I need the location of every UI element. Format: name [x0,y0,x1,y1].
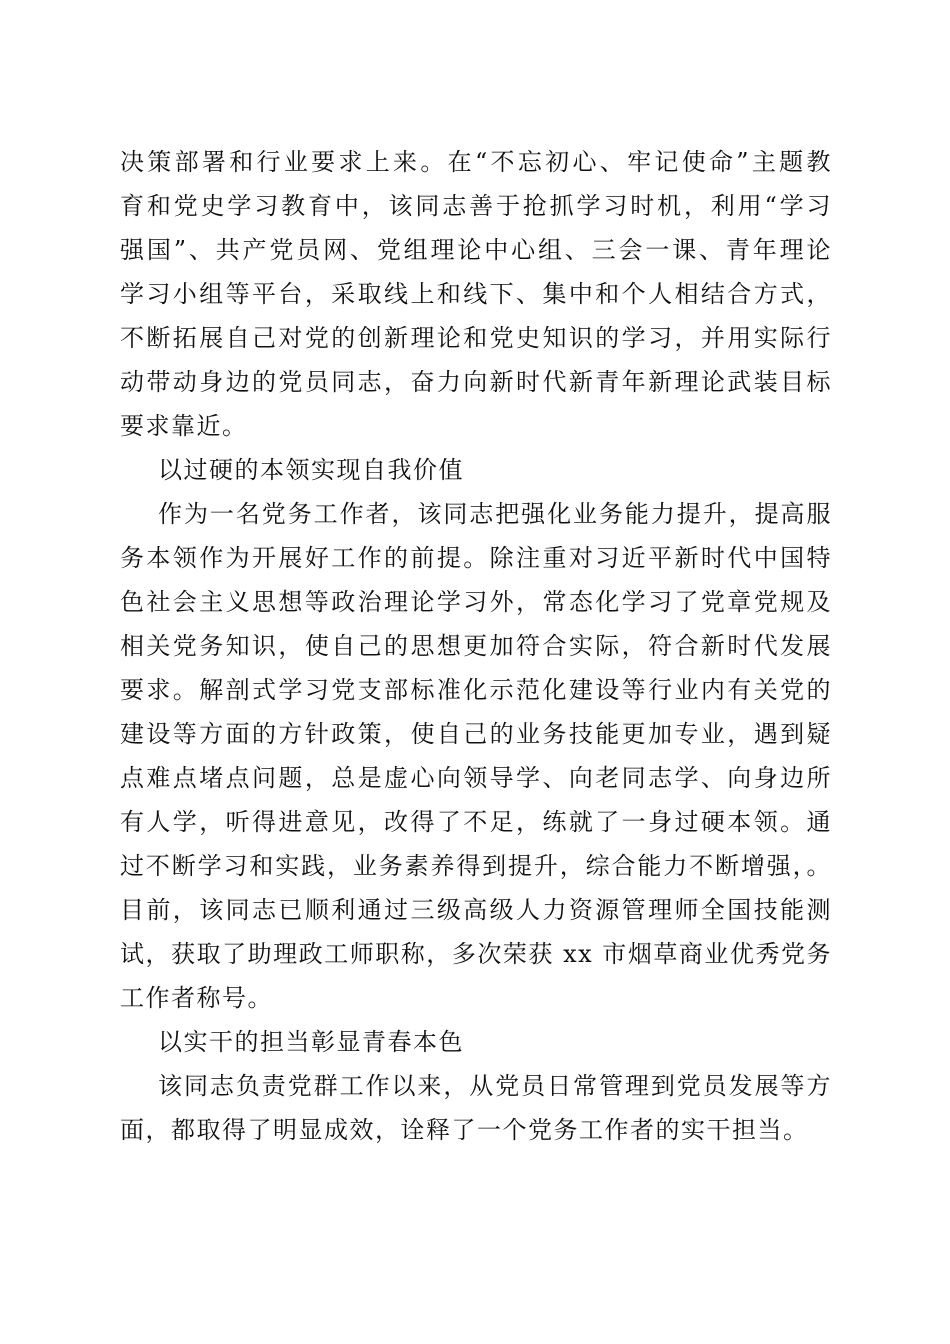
text-line: 要求。解剖式学习党支部标准化示范化建设等行业内有关党的 [120,676,832,704]
text-line: 要求靠近。 [120,412,248,440]
text-line: 有人学，听得进意见，改得了不足，练就了一身过硬本领。通 [120,808,832,836]
text-line: 色社会主义思想等政治理论学习外，常态化学习了党章党规及 [120,588,832,616]
text-line: 不断拓展自己对党的创新理论和党史知识的学习，并用实际行 [120,324,832,352]
text-line: 强国”、共产党员网、党组理论中心组、三会一课、青年理论 [120,236,832,264]
text-line: 工作者称号。 [120,984,273,1012]
text-line: 动带动身边的党员同志，奋力向新时代新青年新理论武装目标 [120,368,832,396]
text-line: 务本领作为开展好工作的前提。除注重对习近平新时代中国特 [120,544,832,572]
text-line: 该同志负责党群工作以来，从党员日常管理到党员发展等方 [158,1072,832,1100]
text-line: 面，都取得了明显成效，诠释了一个党务工作者的实干担当。 [120,1116,809,1144]
paragraph-continuation [120,140,832,448]
text-line: 育和党史学习教育中，该同志善于抢抓学习时机，利用“学习 [120,192,832,220]
text-line: 建设等方面的方针政策，使自己的业务技能更加专业，遇到疑 [120,720,832,748]
text-line: 目前，该同志已顺利通过三级高级人力资源管理师全国技能测 [120,896,832,924]
text-line: 过不断学习和实践，业务素养得到提升，综合能力不断增强，。 [120,852,832,880]
text-line: 学习小组等平台，采取线上和线下、集中和个人相结合方式， [120,280,832,308]
paragraph-responsibility [120,1064,832,1152]
section-heading-skills: 以过硬的本领实现自我价值 [158,456,464,484]
paragraph-skills [120,492,832,1020]
text-line: 相关党务知识，使自己的思想更加符合实际，符合新时代发展 [120,632,832,660]
text-line: 决策部署和行业要求上来。在“不忘初心、牢记使命”主题教 [120,148,832,176]
text-line: 试，获取了助理政工师职称，多次荣获 xx 市烟草商业优秀党务 [120,940,832,968]
text-line: 作为一名党务工作者，该同志把强化业务能力提升，提高服 [158,500,832,528]
text-line: 点难点堵点问题，总是虚心向领导学、向老同志学、向身边所 [120,764,832,792]
document-page [120,140,832,1152]
section-heading-responsibility: 以实干的担当彰显青春本色 [158,1028,464,1056]
